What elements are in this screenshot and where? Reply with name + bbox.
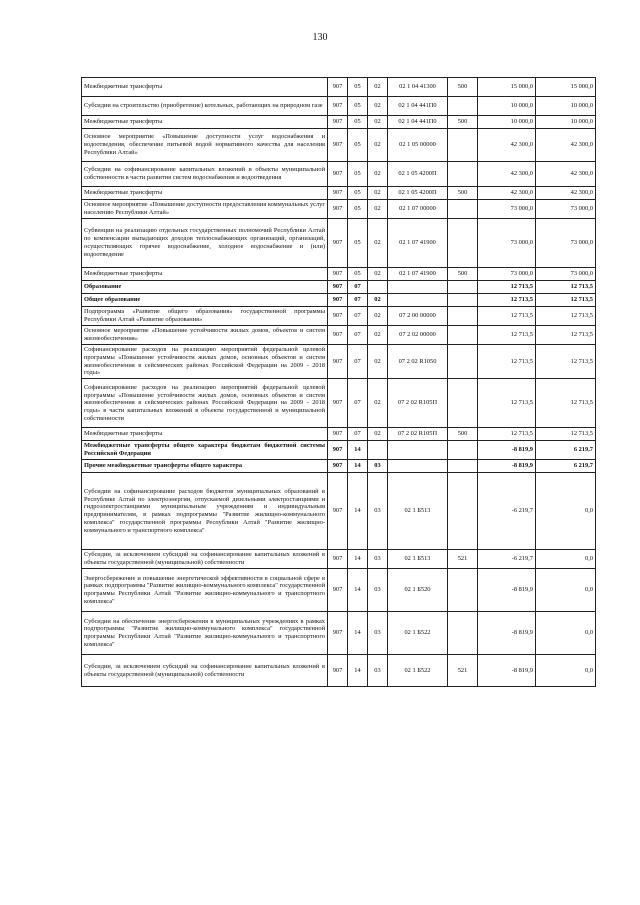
row-name: Подпрограмма «Развитие общего образования» государственной программы Республики Алтай «Развитие образования» [82,307,328,326]
row-sum-second: 73 000,0 [536,219,596,268]
row-subsection: 02 [368,97,388,116]
row-name: Общее образование [82,294,328,307]
table-row [82,655,596,687]
row-section: 07 [348,379,368,428]
row-sum-first: 12 713,5 [478,294,536,307]
table-row [82,162,596,187]
row-subsection: 02 [368,78,388,97]
row-ministry: 907 [328,379,348,428]
row-sum-first: 42 300,0 [478,187,536,200]
row-name: Прочие межбюджетные трансферты общего характера [82,460,328,473]
row-target-code: 02 1 07 41900 [388,219,448,268]
row-expense-type [448,441,478,460]
row-target-code: 02 1 Б522 [388,655,448,687]
row-expense-type [448,219,478,268]
table-row [82,187,596,200]
row-sum-first: 73 000,0 [478,219,536,268]
row-subsection: 03 [368,655,388,687]
row-name: Субсидии на софинансирование расходов бюджетов муниципальных образований в Республике Алтай по электроэнергии, отпускаемой дизельными электростанциями и гидроэлектростанциями муниципальным учреждениям и индивидуальным предпринимателям, в рамках подпрограммы "Развитие жилищно-коммунального комплекса" государственной программы Республики Алтай "Развитие жилищно-коммунального и транспортного комплекса" [82,473,328,550]
row-ministry: 907 [328,473,348,550]
row-name: Межбюджетные трансферты [82,78,328,97]
row-section: 14 [348,473,368,550]
row-expense-type: 521 [448,550,478,569]
row-expense-type [448,569,478,612]
row-section: 14 [348,550,368,569]
row-ministry: 907 [328,460,348,473]
row-sum-second: 73 000,0 [536,200,596,219]
row-ministry: 907 [328,129,348,162]
row-sum-second: 73 000,0 [536,268,596,281]
row-target-code [388,281,448,294]
row-expense-type [448,460,478,473]
row-target-code: 02 1 Б513 [388,473,448,550]
row-name: Межбюджетные трансферты [82,428,328,441]
row-sum-first: 12 713,5 [478,307,536,326]
row-ministry: 907 [328,326,348,345]
row-section: 05 [348,116,368,129]
row-subsection: 02 [368,219,388,268]
row-target-code: 02 1 05 4200П [388,162,448,187]
row-sum-second: 0,0 [536,550,596,569]
row-section: 05 [348,162,368,187]
row-sum-second: 12 713,5 [536,281,596,294]
row-ministry: 907 [328,187,348,200]
row-name: Основное мероприятие «Повышение доступности предоставления коммунальных услуг населению Республики Алтай» [82,200,328,219]
row-expense-type [448,379,478,428]
row-target-code: 07 2 02 00000 [388,326,448,345]
row-sum-first: -8 819,9 [478,612,536,655]
row-subsection: 02 [368,187,388,200]
row-expense-type [448,129,478,162]
row-name: Основное мероприятие «Повышение устойчивости жилых домов, объектов и систем жизнеобеспечения» [82,326,328,345]
row-sum-first: 12 713,5 [478,379,536,428]
row-subsection: 02 [368,116,388,129]
row-section: 05 [348,200,368,219]
row-target-code: 02 1 Б520 [388,569,448,612]
row-sum-first: 10 000,0 [478,97,536,116]
row-subsection: 02 [368,379,388,428]
table-row [82,116,596,129]
row-name: Софинансирование расходов на реализацию мероприятий федеральной целевой программы «Повышение устойчивости жилых домов, основных объектов и систем жизнеобеспечения в сейсмических районах Российской Федерации на 2009 - 2018 годы» в части капитальных вложений в объекты государственной и муниципальной собственности [82,379,328,428]
row-subsection: 03 [368,550,388,569]
row-sum-second: 10 000,0 [536,97,596,116]
row-subsection: 03 [368,473,388,550]
row-sum-first: 15 000,0 [478,78,536,97]
row-sum-second: 42 300,0 [536,162,596,187]
row-expense-type: 500 [448,187,478,200]
row-ministry: 907 [328,550,348,569]
row-section: 14 [348,441,368,460]
page-number: 130 [312,32,328,43]
row-section: 07 [348,326,368,345]
row-target-code: 02 1 05 00000 [388,129,448,162]
row-sum-second: 12 713,5 [536,294,596,307]
row-expense-type [448,200,478,219]
table-row [82,379,596,428]
row-sum-second: 0,0 [536,473,596,550]
row-sum-second: 0,0 [536,612,596,655]
row-subsection: 02 [368,129,388,162]
row-ministry: 907 [328,97,348,116]
budget-table [81,77,596,687]
row-sum-first: -6 219,7 [478,473,536,550]
table-row [82,78,596,97]
row-sum-second: 0,0 [536,655,596,687]
row-section: 05 [348,78,368,97]
table-row [82,129,596,162]
row-sum-second: 12 713,5 [536,345,596,379]
row-sum-first: 12 713,5 [478,326,536,345]
row-subsection: 02 [368,162,388,187]
table-row [82,569,596,612]
row-section: 14 [348,655,368,687]
row-subsection: 02 [368,200,388,219]
row-subsection: 03 [368,569,388,612]
row-section: 07 [348,281,368,294]
row-subsection: 02 [368,268,388,281]
row-ministry: 907 [328,219,348,268]
row-sum-first: -6 219,7 [478,550,536,569]
row-section: 05 [348,187,368,200]
row-target-code: 02 1 Б513 [388,550,448,569]
row-ministry: 907 [328,281,348,294]
row-sum-first: 12 713,5 [478,281,536,294]
row-sum-first: 42 300,0 [478,162,536,187]
row-target-code [388,294,448,307]
row-subsection: 02 [368,345,388,379]
row-ministry: 907 [328,441,348,460]
row-sum-first: -8 819,9 [478,460,536,473]
row-ministry: 907 [328,116,348,129]
row-target-code: 02 1 07 00000 [388,200,448,219]
table-row [82,294,596,307]
row-ministry: 907 [328,428,348,441]
table-row [82,307,596,326]
table-row [82,441,596,460]
row-target-code: 02 1 05 4200П [388,187,448,200]
row-sum-second: 15 000,0 [536,78,596,97]
row-sum-second: 10 000,0 [536,116,596,129]
row-expense-type [448,612,478,655]
row-expense-type [448,294,478,307]
row-target-code: 02 1 07 41900 [388,268,448,281]
row-sum-first: 73 000,0 [478,200,536,219]
row-subsection: 02 [368,428,388,441]
row-subsection: 03 [368,460,388,473]
row-sum-first: -8 819,9 [478,441,536,460]
row-section: 05 [348,219,368,268]
row-section: 07 [348,294,368,307]
row-section: 14 [348,612,368,655]
row-target-code [388,441,448,460]
row-name: Энергосбережение и повышение энергетической эффективности в социальной сфере в рамках подпрограммы "Развитие жилищно-коммунального комплекса" государственной программы Республики Алтай "Развитие жилищно-коммунального и транспортного комплекса" [82,569,328,612]
row-ministry: 907 [328,200,348,219]
row-section: 05 [348,97,368,116]
row-target-code: 02 1 Б522 [388,612,448,655]
row-target-code: 07 2 02 R105П [388,428,448,441]
row-name: Межбюджетные трансферты [82,268,328,281]
row-section: 14 [348,569,368,612]
row-subsection [368,281,388,294]
row-ministry: 907 [328,307,348,326]
table-row [82,460,596,473]
row-name: Межбюджетные трансферты [82,187,328,200]
table-row [82,550,596,569]
row-name: Основное мероприятие «Повышение доступности услуг водоснабжения и водоотведения, обеспечение питьевой водой нормативного качества для населения Республики Алтай» [82,129,328,162]
row-sum-second: 0,0 [536,569,596,612]
row-expense-type: 500 [448,78,478,97]
row-sum-first: 12 713,5 [478,428,536,441]
table-row [82,200,596,219]
row-section: 05 [348,268,368,281]
row-subsection: 02 [368,307,388,326]
table-row [82,612,596,655]
row-expense-type: 500 [448,116,478,129]
row-sum-first: -8 819,9 [478,655,536,687]
row-expense-type: 521 [448,655,478,687]
row-sum-second: 6 219,7 [536,441,596,460]
row-name: Субсидии на софинансирование капитальных вложений в объекты муниципальной собственности в части развития систем водоснабжения и водоотведения [82,162,328,187]
row-expense-type: 500 [448,428,478,441]
table-row [82,326,596,345]
row-sum-second: 42 300,0 [536,129,596,162]
row-expense-type [448,97,478,116]
table-row [82,97,596,116]
row-ministry: 907 [328,268,348,281]
table-row [82,428,596,441]
row-target-code: 02 1 04 441П0 [388,116,448,129]
row-section: 07 [348,307,368,326]
table-row [82,281,596,294]
row-target-code: 02 1 04 441П0 [388,97,448,116]
row-ministry: 907 [328,345,348,379]
row-name: Межбюджетные трансферты общего характера бюджетам бюджетной системы Российской Федерации [82,441,328,460]
row-ministry: 907 [328,294,348,307]
row-name: Межбюджетные трансферты [82,116,328,129]
row-target-code: 07 2 02 R1050 [388,345,448,379]
row-expense-type [448,326,478,345]
row-subsection: 02 [368,326,388,345]
row-sum-second: 12 713,5 [536,326,596,345]
table-row [82,345,596,379]
row-subsection: 03 [368,612,388,655]
row-sum-second: 12 713,5 [536,428,596,441]
row-sum-first: 73 000,0 [478,268,536,281]
row-name: Субсидии на обеспечение энергосбережения в муниципальных учреждениях в рамках подпрограммы "Развитие жилищно-коммунального комплекса" государственной программы Республики Алтай "Развитие жилищно-коммунального и транспортного комплекса" [82,612,328,655]
row-ministry: 907 [328,78,348,97]
row-section: 07 [348,428,368,441]
row-target-code: 07 2 00 00000 [388,307,448,326]
row-expense-type [448,162,478,187]
table-row [82,268,596,281]
row-sum-first: -8 819,9 [478,569,536,612]
row-expense-type [448,345,478,379]
row-sum-second: 12 713,5 [536,307,596,326]
table-row [82,219,596,268]
row-expense-type [448,281,478,294]
row-sum-second: 12 713,5 [536,379,596,428]
row-ministry: 907 [328,655,348,687]
row-sum-first: 42 300,0 [478,129,536,162]
row-target-code [388,460,448,473]
row-subsection: 02 [368,294,388,307]
row-sum-second: 42 300,0 [536,187,596,200]
row-name: Субвенции на реализацию отдельных государственных полномочий Республики Алтай по компенсации выпадающих доходов теплоснабжающих организаций, организаций, осуществляющих горячее водоснабжение, холодное водоснабжение и (или) водоотведение [82,219,328,268]
row-subsection [368,441,388,460]
row-section: 05 [348,129,368,162]
row-name: Субсидии на строительство (приобретение) котельных, работающих на природном газе [82,97,328,116]
row-target-code: 07 2 02 R105П [388,379,448,428]
row-section: 14 [348,460,368,473]
row-sum-first: 12 713,5 [478,345,536,379]
row-ministry: 907 [328,162,348,187]
row-expense-type [448,307,478,326]
row-name: Образование [82,281,328,294]
row-expense-type [448,473,478,550]
row-section: 07 [348,345,368,379]
table-row [82,473,596,550]
row-sum-second: 6 219,7 [536,460,596,473]
row-target-code: 02 1 04 41300 [388,78,448,97]
row-name: Субсидии, за исключением субсидий на софинансирование капитальных вложений в объекты государственной (муниципальной) собственности [82,550,328,569]
row-ministry: 907 [328,612,348,655]
row-name: Софинансирование расходов на реализацию мероприятий федеральной целевой программы «Повышение устойчивости жилых домов, основных объектов и систем жизнеобеспечения в сейсмических районах Российской Федерации на 2009 - 2018 годы» [82,345,328,379]
row-sum-first: 10 000,0 [478,116,536,129]
row-name: Субсидии, за исключением субсидий на софинансирование капитальных вложений в объекты государственной (муниципальной) собственности [82,655,328,687]
row-expense-type: 500 [448,268,478,281]
row-ministry: 907 [328,569,348,612]
